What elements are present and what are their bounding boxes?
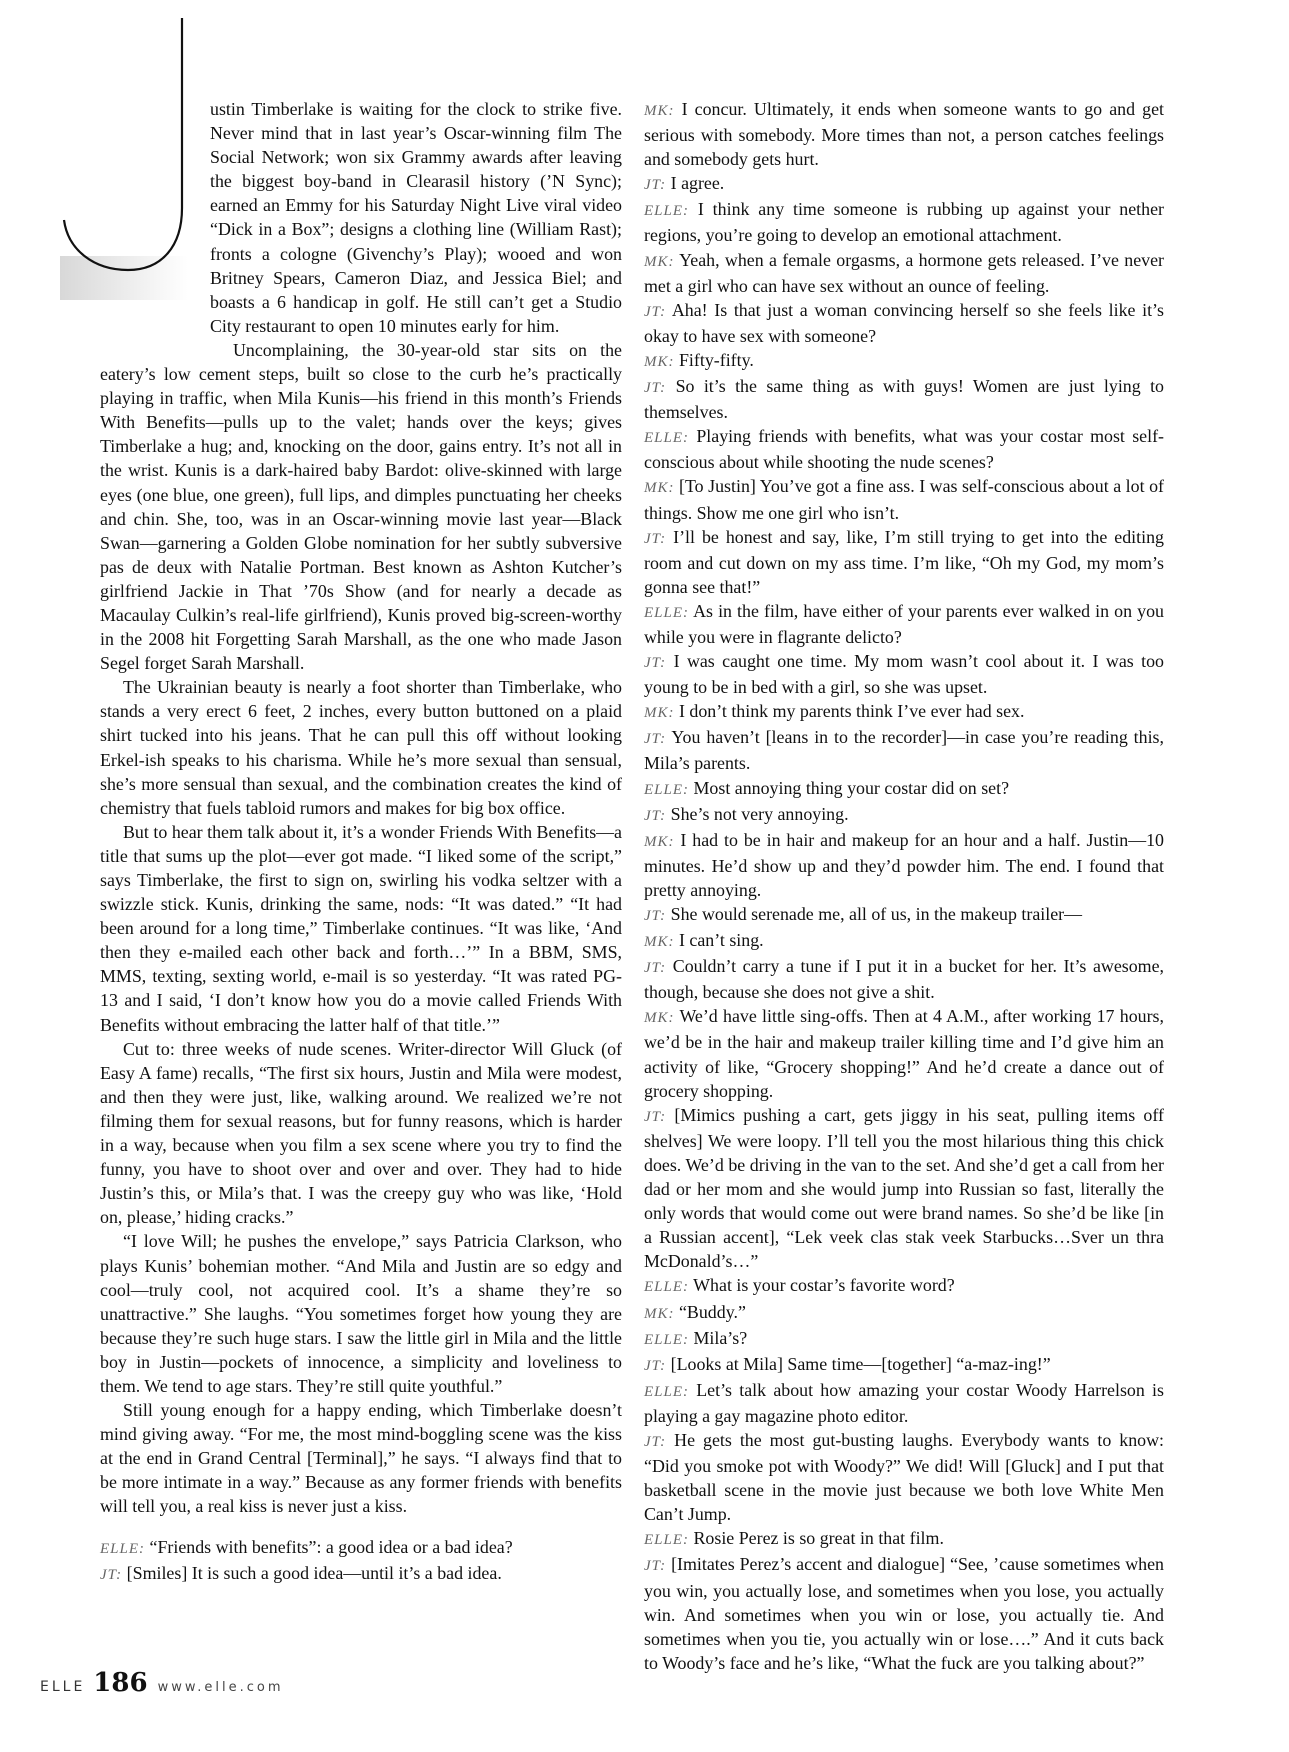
qa-text: [Imitates Perez’s accent and dialogue] “See, ’cause sometimes when you win, you actually lose, and sometimes when you lose, you actually win. And sometimes when you win or lose, you actually tie. And sometimes when you tie, you actually win or lose….” And it cuts back to Woody’s face and he’s like, “What the fuck are you talking about?”	[644, 1554, 1164, 1673]
qa-line	[644, 348, 1164, 374]
body-paragraph: Still young enough for a happy ending, which Timberlake doesn’t mind giving away. “For me, the most mind-boggling scene was the kiss at the end in Grand Central [Terminal],” he says. “I always find that to be more intimate in a way.” Because as any former friends with benefits will tell you, a real kiss is never just a kiss.	[100, 1400, 622, 1517]
qa-text: I think any time someone is rubbing up against your nether regions, you’re going to develop an emotional attachment.	[644, 199, 1164, 246]
qa-text: Couldn’t carry a tune if I put it in a bucket for her. It’s awesome, though, because she does not give a shit.	[644, 956, 1164, 1003]
speaker-tag: MK:	[644, 480, 675, 497]
speaker-tag: MK:	[644, 833, 675, 850]
qa-text: She’s not very annoying.	[670, 803, 849, 824]
qa-text: Aha! Is that just a woman convincing herself so she feels like it’s okay to have sex with someone?	[644, 299, 1164, 346]
qa-text: She would serenade me, all of us, in the makeup trailer—	[670, 904, 1083, 924]
speaker-tag: ELLE:	[644, 604, 690, 621]
body-paragraph: The Ukrainian beauty is nearly a foot shorter than Timberlake, who stands a very erect 6 feet, 2 inches, every button buttoned on a plaid shirt tucked into his jeans. That he can pull this off without looking Erkel-ish speaks to his charisma. While he’s more sexual than sensual, she’s more sensual than sexual, and the combination creates the kind of chemistry that fuels tabloid rumors and makes for big box office.	[100, 677, 622, 818]
qa-text: I’ll be honest and say, like, I’m still trying to get into the editing room and cut down on my ass time. I’m like, “Oh my God, my mom’s gonna see that!”	[644, 526, 1164, 597]
speaker-tag: JT:	[644, 1108, 667, 1125]
speaker-tag: JT:	[644, 731, 667, 748]
qa-line	[644, 725, 1164, 775]
qa-line	[100, 1561, 622, 1587]
qa-line	[100, 1535, 622, 1561]
speaker-tag: JT:	[644, 380, 667, 397]
speaker-tag: JT:	[644, 1357, 667, 1374]
intro-paragraph: ustin Timberlake is waiting for the clock to strike five. Never mind that in last year’s Oscar-winning film The Social Network; won six Grammy awards after leaving the biggest boy-band in Clearasil history (’N Sync); earned an Emmy for his Saturday Night Live viral video “Dick in a Box”; designs a clothing line (William Rast); fronts a cologne (Givenchy’s Play); wooed and won Britney Spears, Cameron Diaz, and Jessica Biel; and boasts a 6 handicap in golf. He still can’t get a Studio City restaurant to open 10 minutes early for him.	[210, 99, 622, 336]
qa-line	[644, 954, 1164, 1004]
speaker-tag: MK:	[644, 705, 675, 722]
qa-text: Most annoying thing your costar did on set?	[693, 777, 1010, 798]
qa-line	[644, 1326, 1164, 1352]
qa-line	[644, 374, 1164, 424]
left-qa-block	[100, 1535, 622, 1587]
speaker-tag: ELLE:	[644, 781, 690, 798]
speaker-tag: JT:	[100, 1566, 123, 1583]
qa-text: I concur. Ultimately, it ends when someone wants to go and get serious with somebody. More times than not, a person catches feelings and somebody gets hurt.	[644, 99, 1164, 170]
body-paragraph: Uncomplaining, the 30-year-old star sits on the eatery’s low cement steps, built so close to the curb he’s practically playing in traffic, when Mila Kunis—his friend in this month’s Friends With Benefits—pulls up to the valet; hands over the keys; gives Timberlake a hug; and, knocking on the door, gains entry. It’s not all in the wrist. Kunis is a dark-haired baby Bardot: olive-skinned with large eyes (one blue, one green), full lips, and dimples punctuating her cheeks and chin. She, too, was in an Oscar-winning movie last year—Black Swan—garnering a Golden Globe nomination for her subtly subversive pas de deux with Natalie Portman. Best known as Ashton Kutcher’s girlfriend Jackie in That ’70s Show (and for nearly a decade as Macaulay Culkin’s real-life girlfriend), Kunis proved big-screen-worthy in the 2008 hit Forgetting Sarah Marshall, as the one who made Jason Segel forget Sarah Marshall.	[100, 339, 622, 674]
qa-text: He gets the most gut-busting laughs. Everybody wants to know: “Did you smoke pot with Woody?” We did! Will [Gluck] and I put that basketball scene in the movie just because we both love White Men Can’t Jump.	[644, 1429, 1164, 1525]
speaker-tag: JT:	[644, 1558, 667, 1575]
footer-brand: ELLE	[40, 1679, 86, 1695]
qa-text: What is your costar’s favorite word?	[693, 1275, 955, 1296]
qa-line	[644, 599, 1164, 649]
qa-text: [Smiles] It is such a good idea—until it’s a bad idea.	[126, 1562, 502, 1583]
qa-line	[644, 902, 1164, 928]
qa-text: I don’t think my parents think I’ve ever had sex.	[678, 701, 1025, 722]
qa-line	[644, 928, 1164, 954]
qa-text: I had to be in hair and makeup for an hour and a half. Justin—10 minutes. He’d show up and they’d powder him. The end. I found that pretty annoying.	[644, 829, 1164, 900]
qa-line	[644, 248, 1164, 298]
qa-text: I can’t sing.	[678, 930, 764, 951]
qa-text: [Looks at Mila] Same time—[together] “a-maz-ing!”	[670, 1353, 1051, 1374]
speaker-tag: MK:	[644, 353, 675, 370]
speaker-tag: ELLE:	[100, 1540, 146, 1557]
right-column	[644, 97, 1164, 1675]
speaker-tag: MK:	[644, 934, 675, 951]
qa-text: So it’s the same thing as with guys! Women are just lying to themselves.	[644, 376, 1164, 423]
qa-text: Let’s talk about how amazing your costar Woody Harrelson is playing a gay magazine photo editor.	[644, 1379, 1164, 1426]
qa-text: “Friends with benefits”: a good idea or a bad idea?	[149, 1536, 513, 1557]
qa-text: I was caught one time. My mom wasn’t cool about it. I was too young to be in bed with a girl, so she was upset.	[644, 651, 1164, 698]
qa-line	[644, 424, 1164, 474]
speaker-tag: MK:	[644, 253, 675, 270]
footer-url: www.elle.com	[157, 1680, 284, 1695]
body-paragraph: But to hear them talk about it, it’s a wonder Friends With Benefits—a title that sums up the plot—ever got made. “I liked some of the script,” says Timberlake, the first to sign on, swirling his vodka seltzer with a swizzle stick. Kunis, drinking the same, nods: “It was dated.” “It had been around for a long time,” Timberlake continues. “It was like, ‘And then they e-mailed each other back and forth…’” In a BBM, SMS, MMS, texting, sexting world, e-mail is so yesterday. “It was rated PG-13 and I said, ‘I don’t know how you do a movie called Friends With Benefits without embracing the latter half of that title.’”	[100, 821, 622, 1035]
speaker-tag: ELLE:	[644, 1532, 690, 1549]
qa-line	[644, 525, 1164, 599]
qa-line	[644, 97, 1164, 171]
page-number: 186	[93, 1668, 148, 1698]
body-paragraph: “I love Will; he pushes the envelope,” says Patricia Clarkson, who plays Kunis’ bohemian mother. “And Mila and Justin are so edgy and cool—truly cool, not acquired cool. It’s a shame they’re so unattractive.” She laughs. “You sometimes forget how young they are because they’re such huge stars. I saw the little girl in Mila and the little boy in Justin—pockets of innocence, a simplicity and loveliness to them. We tend to age stars. They’re still quite youthful.”	[100, 1231, 622, 1396]
qa-line	[644, 1352, 1164, 1378]
qa-text: Mila’s?	[693, 1327, 748, 1348]
speaker-tag: JT:	[644, 1433, 667, 1450]
qa-line	[644, 1273, 1164, 1299]
qa-line	[644, 474, 1164, 524]
speaker-tag: MK:	[644, 103, 675, 119]
page-footer	[40, 1668, 284, 1700]
speaker-tag: JT:	[644, 807, 667, 824]
speaker-tag: JT:	[644, 303, 667, 320]
speaker-tag: ELLE:	[644, 430, 690, 447]
speaker-tag: JT:	[644, 960, 667, 977]
qa-line	[644, 1428, 1164, 1526]
left-column	[100, 97, 622, 1587]
qa-line	[644, 802, 1164, 828]
qa-line	[644, 1526, 1164, 1552]
qa-line	[644, 1378, 1164, 1428]
qa-line	[644, 1552, 1164, 1674]
speaker-tag: JT:	[644, 177, 667, 194]
qa-line	[644, 1004, 1164, 1102]
speaker-tag: JT:	[644, 908, 667, 924]
body-paragraph: Cut to: three weeks of nude scenes. Writer-director Will Gluck (of Easy A fame) recalls, “The first six hours, Justin and Mila were modest, and then they were just, like, walking around. We realized we’re not filming them for sexual reasons, but for funny reasons, which is harder in a way, because when you film a sex scene where you try to find the funny, you have to shoot over and over and over. They had to hide Justin’s this, or Mila’s that. I was the creepy guy who was like, ‘Hold on, please,’ hiding cracks.”	[100, 1038, 622, 1228]
qa-line	[644, 298, 1164, 348]
qa-line	[644, 828, 1164, 902]
qa-text: Rosie Perez is so great in that film.	[693, 1528, 944, 1549]
qa-text: Fifty-fifty.	[678, 349, 754, 370]
speaker-tag: ELLE:	[644, 1331, 690, 1348]
qa-line	[644, 171, 1164, 197]
speaker-tag: ELLE:	[644, 1383, 690, 1400]
speaker-tag: MK:	[644, 1305, 675, 1322]
qa-text: I agree.	[670, 173, 725, 194]
qa-text: [To Justin] You’ve got a fine ass. I was self-conscious about a lot of things. Show me one girl who isn’t.	[644, 476, 1164, 523]
speaker-tag: ELLE:	[644, 1279, 690, 1296]
qa-line	[644, 1103, 1164, 1274]
speaker-tag: JT:	[644, 655, 667, 672]
qa-text: Yeah, when a female orgasms, a hormone gets released. I’ve never met a girl who can have sex without an ounce of feeling.	[644, 249, 1165, 296]
qa-line	[644, 776, 1164, 802]
qa-text: “Buddy.”	[678, 1301, 746, 1322]
qa-line	[644, 699, 1164, 725]
speaker-tag: ELLE:	[644, 203, 690, 220]
qa-line	[644, 649, 1164, 699]
speaker-tag: JT:	[644, 530, 667, 547]
qa-line	[644, 1300, 1164, 1326]
speaker-tag: MK:	[644, 1010, 675, 1027]
qa-text: We’d have little sing-offs. Then at 4 A.M., after working 17 hours, we’d be in the hair and makeup trailer killing time and I’d give him an activity of like, “Grocery shopping!” And he’d create a dance out of grocery shopping.	[644, 1006, 1164, 1101]
qa-text: Playing friends with benefits, what was your costar most self-conscious about while shooting the nude scenes?	[644, 426, 1164, 473]
qa-text: You haven’t [leans in to the recorder]—in case you’re reading this, Mila’s parents.	[644, 727, 1164, 774]
qa-line	[644, 197, 1164, 247]
qa-text: [Mimics pushing a cart, gets jiggy in his seat, pulling items off shelves] We were loopy. I’ll tell you the most hilarious thing this chick does. We’d be driving in the van to the set. And she’d get a call from her dad or her mom and she would jump into Russian so fast, literally the only words that would come out were brand names. So she’d be like [in a Russian accent], “Lek veek clas stak veek Starbucks…Sver un thra McDonald’s…”	[644, 1104, 1164, 1272]
qa-text: As in the film, have either of your parents ever walked in on you while you were in flagrante delicto?	[644, 600, 1164, 647]
